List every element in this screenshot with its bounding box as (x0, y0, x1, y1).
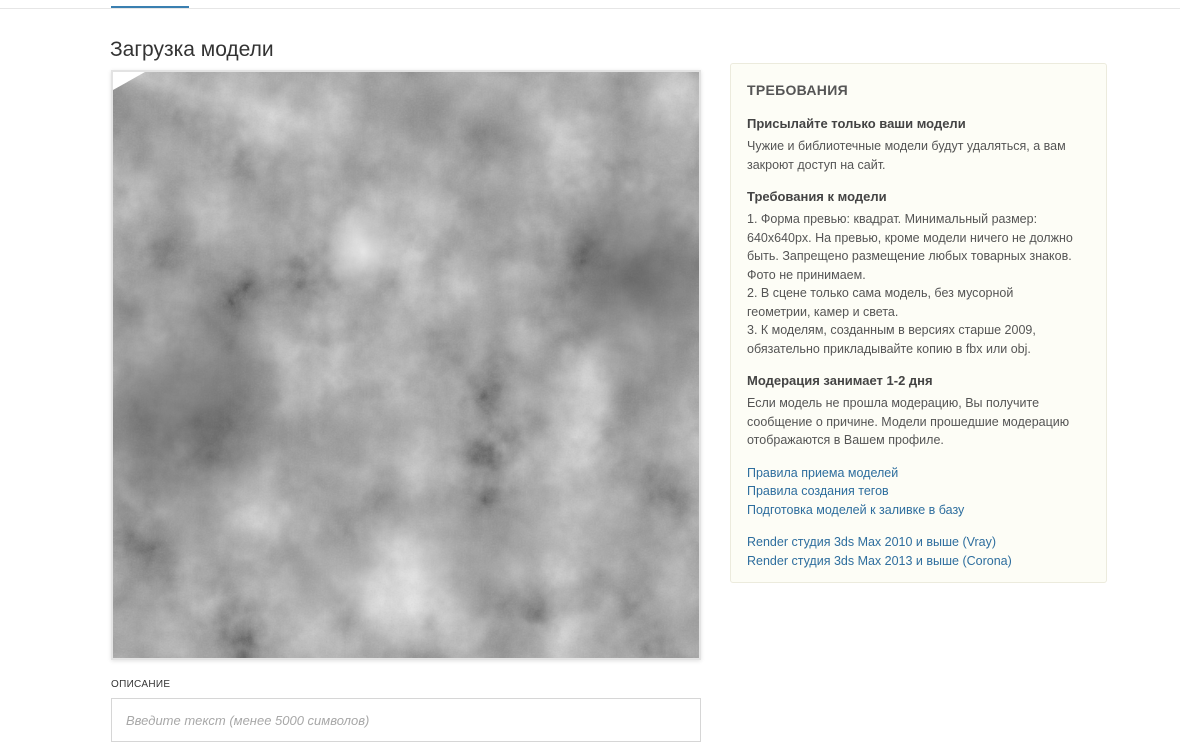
link-model-acceptance-rules[interactable]: Правила приема моделей (747, 465, 899, 480)
text-line: 2. В сцене только сама модель, без мусорной (747, 286, 1014, 300)
requirements-title: ТРЕБОВАНИЯ (747, 82, 848, 98)
model-preview-image (113, 72, 699, 658)
requirements-panel (730, 63, 1107, 583)
text-line: Если модель не прошла модерацию, Вы получите (747, 396, 1040, 410)
section-heading-own-models: Присылайте только ваши модели (747, 116, 966, 131)
text-line: 1. Форма превью: квадрат. Минимальный размер: (747, 212, 1038, 226)
link-render-studio-vray[interactable]: Render студия 3ds Max 2010 и выше (Vray) (747, 535, 997, 549)
link-tag-creation-rules[interactable]: Правила создания тегов (747, 484, 889, 498)
page-title: Загрузка модели (110, 38, 274, 61)
active-tab-indicator (111, 6, 189, 8)
text-line: быть. Запрещено размещение любых товарных знаков. (747, 249, 1072, 263)
section-heading-model-requirements: Требования к модели (747, 189, 887, 204)
link-render-studio-corona[interactable]: Render студия 3ds Max 2013 и выше (Corona) (747, 553, 1012, 568)
description-input[interactable] (111, 698, 701, 742)
description-label: ОПИСАНИЕ (111, 679, 171, 690)
text-line: Фото не принимаем. (747, 267, 866, 282)
text-line: закроют доступ на сайт. (747, 157, 886, 172)
text-line: Чужие и библиотечные модели будут удаляться, а вам (747, 139, 1066, 153)
section-text-own-models (747, 137, 1090, 174)
text-line: сообщение о причине. Модели прошедшие модерацию (747, 414, 1070, 429)
section-text-moderation (747, 394, 1090, 450)
corner-fold-decoration (113, 72, 145, 90)
model-preview-dropzone[interactable] (111, 70, 701, 660)
section-text-model-requirements (747, 210, 1090, 358)
text-line: геометрии, камер и света. (747, 304, 899, 319)
text-line: отображаются в Вашем профиле. (747, 433, 944, 447)
text-line: обязательно прикладывайте копию в fbx или obj. (747, 341, 1031, 356)
link-model-preparation[interactable]: Подготовка моделей к заливке в базу (747, 502, 965, 517)
text-line: 3. К моделям, созданным в версиях старше 2009, (747, 323, 1036, 337)
rules-links (747, 464, 1090, 520)
text-line: 640x640px. На превью, кроме модели ничего не должно (747, 230, 1073, 245)
section-heading-moderation: Модерация занимает 1-2 дня (747, 373, 933, 388)
render-studio-links (747, 533, 1090, 570)
top-navigation-bar (0, 0, 1180, 9)
